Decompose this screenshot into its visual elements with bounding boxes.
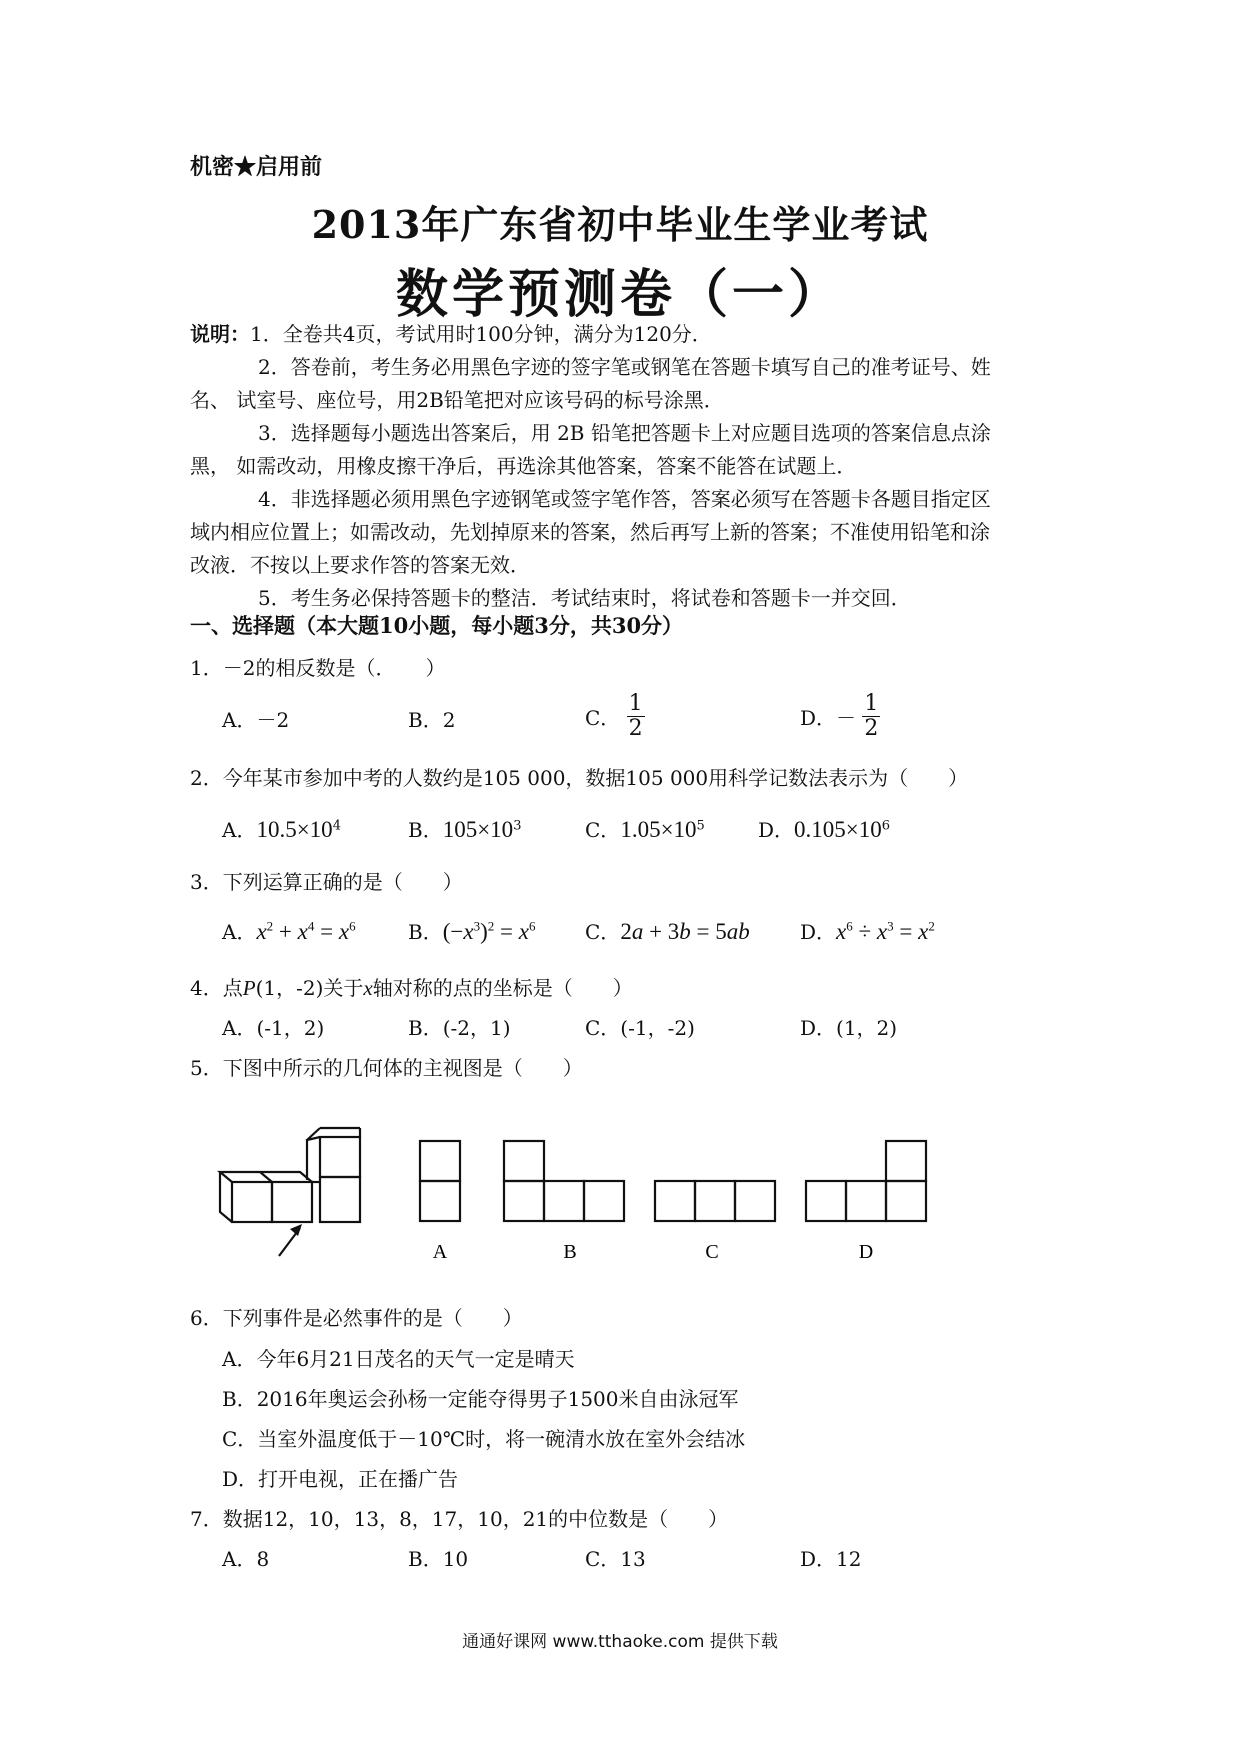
cube-face	[320, 1177, 360, 1222]
option-label: D．	[800, 920, 837, 944]
option-a-view	[420, 1141, 460, 1221]
option-exponent: 4	[332, 818, 341, 834]
view-square	[504, 1181, 544, 1221]
stem-part: 4．点	[190, 976, 243, 1000]
q1-option-b: B．2	[408, 708, 456, 732]
confidential-label: 机密★启用前	[190, 154, 323, 180]
cube-face	[232, 1182, 272, 1222]
instruction-line: 改液．不按以上要求作答的答案无效．	[190, 553, 530, 577]
view-square	[735, 1181, 775, 1221]
question-3-stem: 3．下列运算正确的是（ ）	[190, 870, 463, 894]
option-c-view	[655, 1181, 775, 1221]
view-square	[504, 1141, 544, 1181]
q6-option-c: C．当室外温度低于－10℃时，将一碗清水放在室外会结冰	[222, 1427, 746, 1451]
option-d-view	[806, 1141, 926, 1221]
option-exponent: 6	[881, 818, 891, 834]
instructions-lead: 说明：	[190, 322, 250, 346]
fraction-denominator: 2	[628, 716, 643, 741]
q1-option-c-label: C．	[585, 706, 621, 730]
instruction-line: 5．考生务必保持答题卡的整洁．考试结束时，将试卷和答题卡一并交回．	[258, 586, 911, 610]
q7-option-d: D．12	[800, 1547, 862, 1571]
exam-title: 2013年广东省初中毕业生学业考试	[311, 202, 929, 247]
question-7-stem: 7．数据12，10，13，8，17，10，21的中位数是（ ）	[190, 1507, 729, 1531]
option-label: B．	[408, 818, 443, 842]
question-5-stem: 5．下图中所示的几何体的主视图是（ ）	[190, 1056, 583, 1080]
q4-option-b: B．(-2，1)	[408, 1016, 511, 1040]
view-square	[806, 1181, 846, 1221]
option-value: 105×10	[442, 817, 514, 842]
option-label: A．	[222, 818, 257, 842]
instruction-line: 1．全卷共4页，考试用时100分钟，满分为120分．	[250, 322, 712, 346]
cube-edge	[260, 1172, 312, 1182]
footer-download-note: 通通好课网 www.tthaoke.com 提供下载	[462, 1632, 778, 1652]
exam-subtitle: 数学预测卷（一）	[395, 264, 844, 325]
q4-option-a: A．(-1，2)	[222, 1016, 325, 1040]
fraction-denominator: 2	[864, 716, 879, 741]
option-formula: $(-x^3)^2 = x^6$	[442, 918, 536, 944]
view-square	[846, 1181, 886, 1221]
option-label: D．	[758, 818, 795, 842]
view-square	[584, 1181, 624, 1221]
q6-option-b: B．2016年奥运会孙杨一定能夺得男子1500米自由泳冠军	[222, 1387, 739, 1411]
point-name: P	[242, 976, 256, 1000]
q4-option-c: C．(-1，-2)	[585, 1016, 695, 1040]
cube-edge	[307, 1137, 320, 1180]
question-1-stem: 1．－2的相反数是（． ）	[190, 656, 446, 680]
instruction-line: 黑， 如需改动，用橡皮擦干净后，再选涂其他答案，答案不能答在试题上．	[190, 454, 857, 478]
q4-option-d: D．(1，2)	[800, 1016, 898, 1040]
solid-3d-drawing	[220, 1128, 360, 1256]
instruction-line: 3．选择题每小题选出答案后，用 2B 铅笔把答题卡上对应题目选项的答案信息点涂	[258, 421, 991, 445]
option-label: A．	[222, 920, 257, 944]
option-value: 10.5×10	[256, 817, 333, 842]
q1-option-d-label: D．－	[800, 706, 857, 730]
q6-option-a: A．今年6月21日茂名的天气一定是晴天	[222, 1347, 575, 1371]
option-b-view	[504, 1141, 624, 1221]
view-square	[886, 1141, 926, 1181]
option-value: 1.05×10	[620, 817, 697, 842]
view-square	[695, 1181, 735, 1221]
figure-label-a: A	[432, 1241, 448, 1263]
option-label: C．	[585, 818, 621, 842]
option-exponent: 3	[513, 818, 522, 834]
arrow-head	[290, 1224, 302, 1236]
instruction-line: 名、 试室号、座位号，用2B铅笔把对应该号码的标号涂黑．	[190, 388, 724, 412]
figure-label-b: B	[563, 1241, 577, 1263]
option-label: B．	[408, 920, 443, 944]
q7-option-b: B．10	[408, 1547, 469, 1571]
q6-option-d: D．打开电视，正在播广告	[222, 1467, 459, 1491]
cube-face	[320, 1137, 360, 1177]
option-formula: $x^2 + x^4 = x^6$	[256, 918, 356, 944]
fraction-numerator: 1	[864, 691, 879, 716]
question-6-stem: 6．下列事件是必然事件的是（ ）	[190, 1306, 523, 1330]
axis-name: x	[363, 976, 373, 1000]
option-formula: $x^6 \div x^3 = x^2$	[836, 918, 935, 944]
section-title: 一、选择题（本大题10小题，每小题3分，共30分）	[190, 613, 684, 638]
instruction-line: 2．答卷前，考生务必用黑色字迹的签字笔或钢笔在答题卡填写自己的准考证号、姓	[258, 355, 991, 379]
view-square	[420, 1181, 460, 1221]
view-square	[655, 1181, 695, 1221]
stem-part: 轴对称的点的坐标是（ ）	[372, 976, 633, 1000]
view-square	[886, 1181, 926, 1221]
option-exponent: 5	[696, 818, 705, 834]
cube-face	[272, 1182, 312, 1222]
fraction-numerator: 1	[628, 691, 643, 716]
view-square	[420, 1141, 460, 1181]
instruction-line: 4．非选择题必须用黑色字迹钢笔或签字笔作答，答案必须写在答题卡各题目指定区	[258, 487, 991, 511]
option-formula: 2a + 3b = 5ab	[620, 919, 750, 944]
stem-part: (1，-2)关于	[255, 976, 364, 1000]
view-square	[544, 1181, 584, 1221]
figure-label-c: C	[705, 1241, 719, 1263]
cube-edge	[220, 1172, 272, 1182]
q7-option-a: A．8	[222, 1547, 270, 1571]
option-value: 0.105×10	[794, 817, 882, 842]
question-2-stem: 2．今年某市参加中考的人数约是105 000，数据105 000用科学记数法表示为（ ）	[190, 766, 969, 790]
option-label: C．	[585, 920, 621, 944]
q7-option-c: C．13	[585, 1547, 646, 1571]
instruction-line: 域内相应位置上；如需改动，先划掉原来的答案，然后再写上新的答案；不准使用铅笔和涂	[190, 520, 990, 544]
q1-option-a: A．－2	[222, 708, 290, 732]
figure-label-d: D	[858, 1241, 874, 1263]
